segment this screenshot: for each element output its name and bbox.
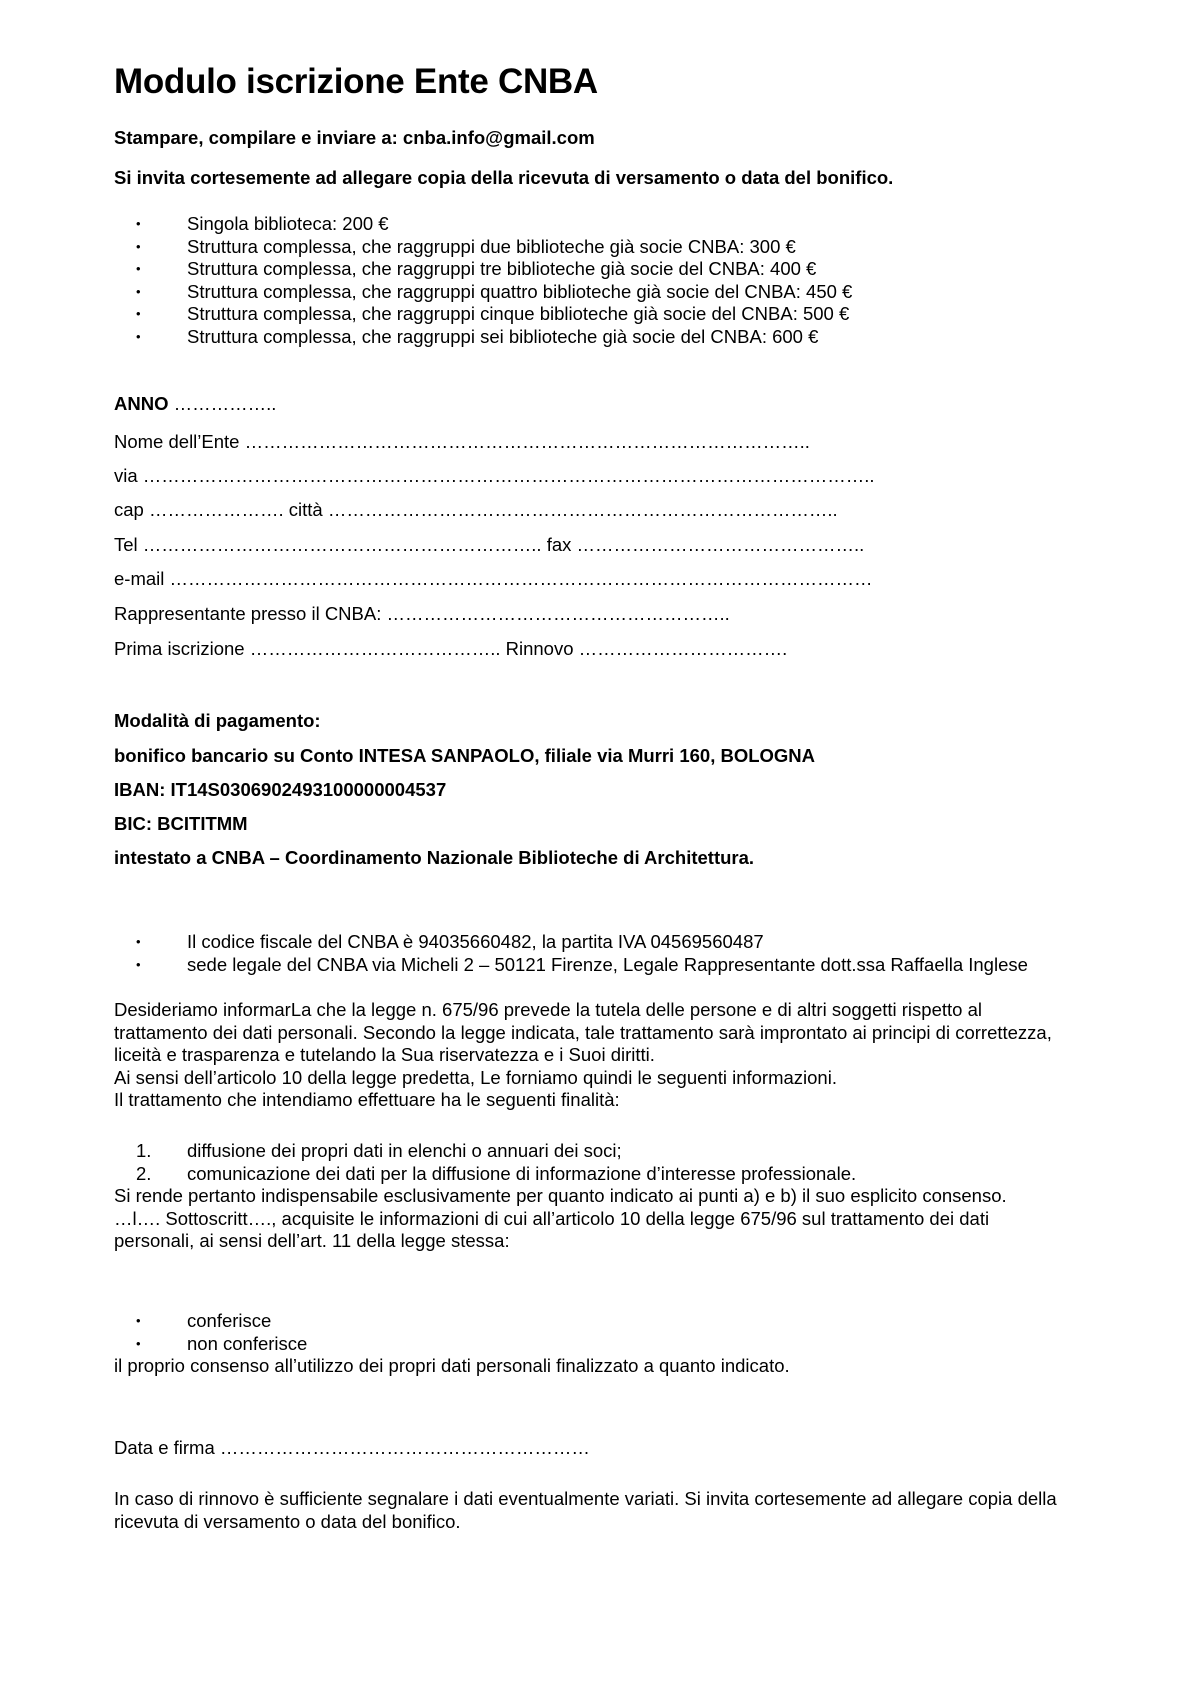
bullet-icon: • (136, 1313, 141, 1328)
list-item: • Singola biblioteca: 200 € (136, 213, 389, 234)
tel-fax-field[interactable]: Tel ……………………………………………………….. fax ……………………………………….. (114, 534, 865, 555)
list-item: • Struttura complessa, che raggruppi due biblioteche già socie CNBA: 300 € (136, 235, 796, 257)
bullet-icon: • (136, 934, 141, 949)
bullet-icon: • (136, 238, 141, 254)
purpose-list (114, 1140, 1074, 1185)
cnba-info-list (114, 931, 1074, 976)
nome-ente-field[interactable]: Nome dell’Ente ……………………………………………………………………………….. (114, 431, 810, 452)
rappresentante-field[interactable]: Rappresentante presso il CNBA: ……………………………………………….. (114, 603, 730, 624)
privacy-purpose: Il trattamento che intendiamo effettuare ha le seguenti finalità: (114, 1089, 620, 1110)
payment-heading: Modalità di pagamento: (114, 710, 321, 731)
send-instructions: Stampare, compilare e inviare a: cnba.info@gmail.com (114, 127, 595, 148)
payment-iban: IBAN: IT14S0306902493100000004537 (114, 779, 447, 800)
list-item: 2. comunicazione dei dati per la diffusione di informazione d’interesse professionale. (136, 1162, 857, 1184)
anno-dots: …………….. (168, 393, 277, 414)
bullet-icon: • (136, 956, 141, 972)
email-field[interactable]: e-mail …………………………………………………………………………………………………… (114, 568, 873, 589)
bullet-icon: • (136, 216, 141, 231)
consent-block (114, 1185, 1074, 1253)
privacy-text: Desideriamo informarLa che la legge n. 675/96 prevede la tutela delle persone e di altri soggetti rispetto al trattamento dei dati personali. Secondo la legge indicata, tale trattamento sarà improntato ai principi di correttezza, liceità e trasparenza e tutelando la Sua riservatezza e i Suoi diritti. (114, 999, 1052, 1065)
iscrizione-field[interactable]: Prima iscrizione ………………………………….. Rinnovo ……………………………. (114, 638, 788, 659)
anno-label: ANNO (114, 393, 169, 414)
consent-need: Si rende pertanto indispensabile esclusivamente per quanto indicato ai punti a) e b) il suo esplicito consenso. (114, 1185, 1007, 1206)
list-item: • Il codice fiscale del CNBA è 94035660482, la partita IVA 04569560487 (136, 931, 764, 952)
privacy-block (114, 999, 1074, 1112)
anno-field[interactable] (114, 393, 276, 415)
list-item: • Struttura complessa, che raggruppi tre biblioteche già socie del CNBA: 400 € (136, 258, 817, 279)
list-item: • Struttura complessa, che raggruppi sei biblioteche già socie del CNBA: 600 € (136, 325, 819, 347)
signature-field[interactable]: Data e firma …………………………………………………… (114, 1437, 590, 1458)
privacy-art10: Ai sensi dell’articolo 10 della legge predetta, Le forniamo quindi le seguenti informazioni. (114, 1066, 837, 1088)
list-item: • Struttura complessa, che raggruppi quattro biblioteche già socie del CNBA: 450 € (136, 280, 853, 302)
consent-option-non-conferisce[interactable]: • non conferisce (136, 1332, 308, 1354)
list-item: 1. diffusione dei propri dati in elenchi o annuari dei soci; (136, 1140, 622, 1161)
bullet-icon: • (136, 306, 141, 321)
payment-bic: BIC: BCITITMM (114, 813, 248, 834)
bullet-icon: • (136, 1335, 141, 1351)
bullet-icon: • (136, 328, 141, 344)
consent-options (114, 1310, 1074, 1355)
payment-bank: bonifico bancario su Conto INTESA SANPAOLO, filiale via Murri 160, BOLOGNA (114, 745, 816, 766)
bullet-icon: • (136, 283, 141, 299)
cap-citta-field[interactable]: cap …………………. città ……………………………………………………………………….. (114, 499, 838, 520)
consent-option-conferisce[interactable]: • conferisce (136, 1310, 272, 1331)
payment-holder: intestato a CNBA – Coordinamento Nazionale Biblioteche di Architettura. (114, 847, 755, 868)
undersigned-text: …l…. Sottoscritt…., acquisite le informazioni di cui all’articolo 10 della legge 675/96 sul trattamento dei dati personali, ai sensi dell’art. 11 della legge stessa: (114, 1207, 990, 1251)
attach-note: Si invita cortesemente ad allegare copia della ricevuta di versamento o data del bonifico. (114, 167, 894, 188)
renewal-note: In caso di rinnovo è sufficiente segnalare i dati eventualmente variati. Si invita cortesemente ad allegare copia della ricevuta di versamento o data del bonifico. (114, 1488, 1057, 1532)
fee-list (114, 213, 1074, 348)
consent-tail: il proprio consenso all’utilizzo dei propri dati personali finalizzato a quanto indicato. (114, 1355, 790, 1376)
page-title: Modulo iscrizione Ente CNBA (114, 62, 598, 101)
list-item: • Struttura complessa, che raggruppi cinque biblioteche già socie del CNBA: 500 € (136, 303, 850, 324)
via-field[interactable]: via ……………………………………………………………………………………………………….. (114, 465, 875, 486)
bullet-icon: • (136, 261, 141, 276)
list-item: • sede legale del CNBA via Micheli 2 – 50121 Firenze, Legale Rappresentante dott.ssa Raffaella Inglese (136, 953, 1028, 975)
